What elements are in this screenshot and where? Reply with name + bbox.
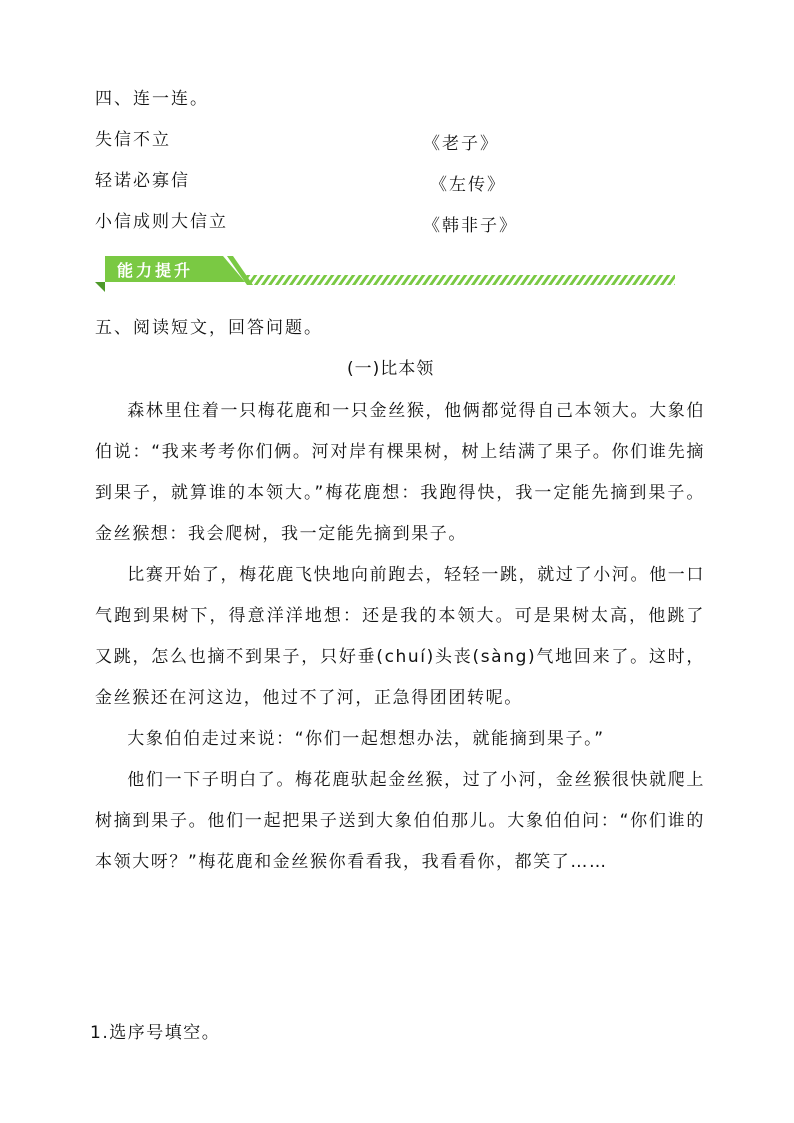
match-right-3: 《韩非子》	[423, 216, 518, 236]
paragraph-4: 他们一下子明白了。梅花鹿驮起金丝猴，过了小河，金丝猴很快就爬上树摘到果子。他们一起把果子送到大象伯伯那儿。大象伯伯问：“你们谁的本领大呀？”梅花鹿和金丝猴你看看我，我看看你，都笑了……	[95, 770, 705, 872]
banner-title: 能力提升	[117, 261, 194, 280]
section-banner	[95, 252, 680, 296]
question-1: 1.选序号填空。	[90, 1023, 221, 1043]
match-right-1: 《老子》	[423, 134, 499, 154]
match-right-2: 《左传》	[430, 175, 506, 195]
paragraph-3: 大象伯伯走过来说：“你们一起想想办法，就能摘到果子。”	[127, 729, 605, 749]
match-left-1: 失信不立	[95, 130, 171, 150]
paragraph-1: 森林里住着一只梅花鹿和一只金丝猴，他俩都觉得自己本领大。大象伯伯说：“我来考考你们俩。河对岸有棵果树，树上结满了果子。你们谁先摘到果子，就算谁的本领大。”梅花鹿想：我跑得快，我一定能先摘到果子。金丝猴想：我会爬树，我一定能先摘到果子。	[95, 401, 705, 544]
section4-heading: 四、连一连。	[95, 89, 209, 109]
story-title: (一)比本领	[347, 359, 435, 379]
section5-heading: 五、阅读短文，回答问题。	[95, 318, 323, 338]
match-left-3: 小信成则大信立	[95, 212, 228, 232]
paragraph-2: 比赛开始了，梅花鹿飞快地向前跑去，轻轻一跳，就过了小河。他一口气跑到果树下，得意洋洋地想：还是我的本领大。可是果树太高，他跳了又跳，怎么也摘不到果子，只好垂(chuí)头丧(sàng)气地回来了。这时，金丝猴还在河这边，他过不了河，正急得团团转呢。	[95, 565, 705, 708]
story-body	[95, 391, 705, 883]
match-left-2: 轻诺必寡信	[95, 171, 190, 191]
